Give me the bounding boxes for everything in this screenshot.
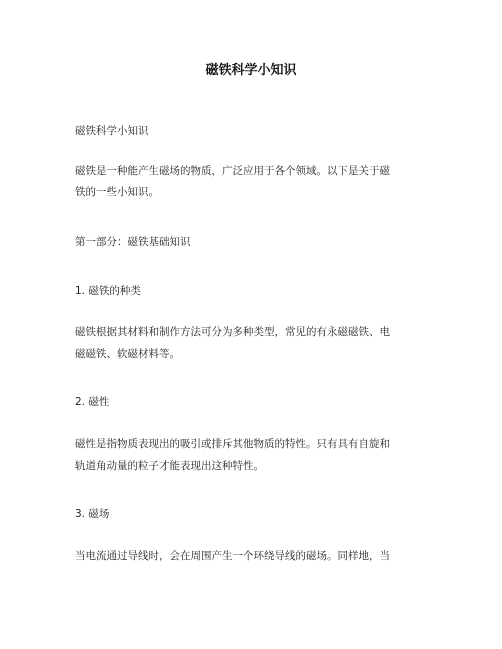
section-3-line-1: 当电流通过导线时，会在周围产生一个环绕导线的磁场。同样地，当 xyxy=(75,550,390,562)
subtitle-text: 磁铁科学小知识 xyxy=(75,125,149,137)
section-2-line-1: 磁性是指物质表现出的吸引或排斥其他物质的特性。只有具有自旋和 xyxy=(75,438,390,450)
section-2-line-2: 轨道角动量的粒子才能表现出这种特性。 xyxy=(75,460,264,472)
document-title: 磁铁科学小知识 xyxy=(205,63,297,78)
intro-line-2: 铁的一些小知识。 xyxy=(75,186,159,198)
section-1-line-2: 磁磁铁、软磁材料等。 xyxy=(75,348,180,360)
section-3-heading: 3. 磁场 xyxy=(75,508,110,520)
section-1-line-1: 磁铁根据其材料和制作方法可分为多种类型，常见的有永磁磁铁、电 xyxy=(75,326,390,338)
part1-heading: 第一部分：磁铁基础知识 xyxy=(75,236,191,248)
section-1-heading: 1. 磁铁的种类 xyxy=(75,285,141,297)
intro-line-1: 磁铁是一种能产生磁场的物质，广泛应用于各个领域。以下是关于磁 xyxy=(75,165,390,177)
section-2-heading: 2. 磁性 xyxy=(75,396,110,408)
